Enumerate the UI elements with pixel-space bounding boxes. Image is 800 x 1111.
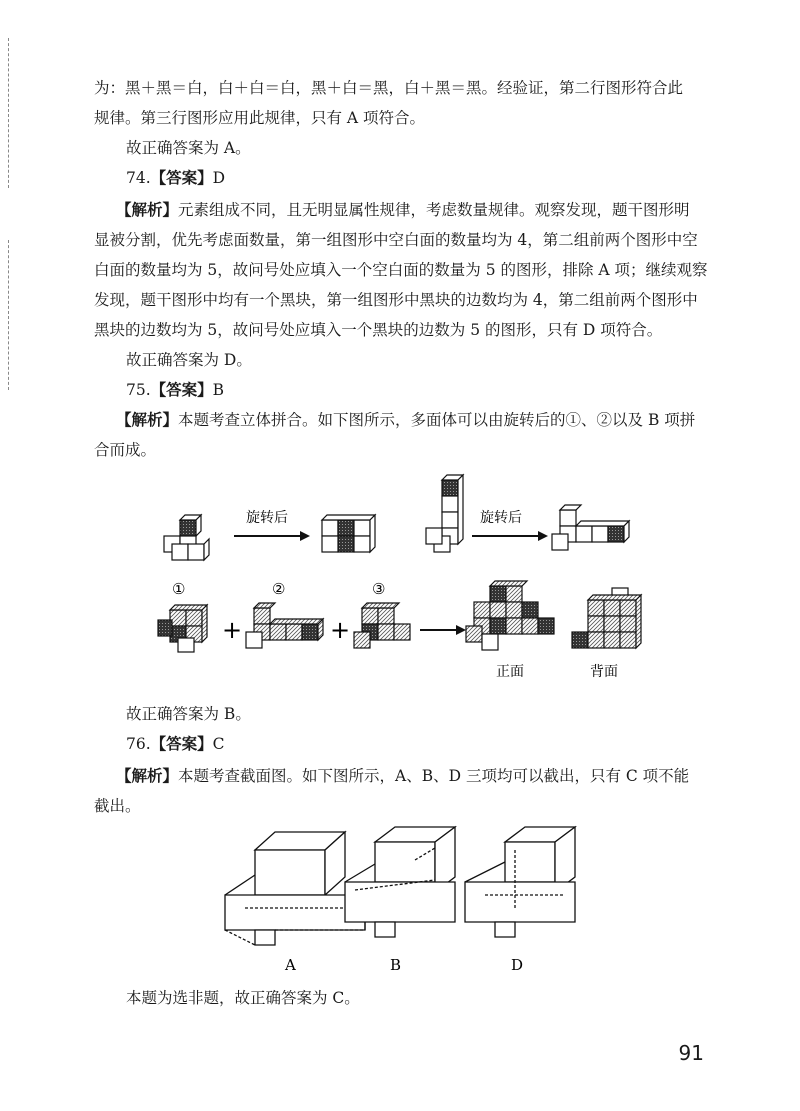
- arrow-head-icon: [300, 531, 310, 541]
- question-number: 75.: [126, 381, 151, 399]
- piece-1: [158, 605, 207, 652]
- analysis-line: [116, 766, 689, 786]
- answer-value: D: [212, 169, 226, 187]
- binding-margin-marks: [8, 240, 9, 390]
- analysis-label: 【解析】: [116, 200, 179, 219]
- answer-label: 【答案】: [150, 734, 213, 753]
- analysis-line: 显被分割，优先考虑面数量，第一组图形中空白面的数量均为 4，第二组前两个图形中空: [94, 231, 698, 249]
- answer-statement: 故正确答案为 D。: [126, 351, 252, 369]
- cube-cluster-rotated-2: [552, 505, 629, 550]
- analysis-line: 合而成。: [94, 441, 157, 459]
- paragraph-line: 规律。第三行图形应用此规律，只有 A 项符合。: [94, 109, 426, 127]
- analysis-line: 黑块的边数均为 5，故问号处应填入一个黑块的边数为 5 的图形，只有 D 项符合。: [94, 321, 663, 339]
- circle-label-2: ②: [272, 580, 286, 598]
- analysis-label: 【解析】: [116, 410, 179, 429]
- analysis-label: 【解析】: [116, 766, 179, 785]
- back-label: 背面: [590, 664, 618, 680]
- arrow-head-icon: [538, 531, 548, 541]
- analysis-line: 白面的数量均为 5，故问号处应填入一个空白面的数量为 5 的图形，排除 A 项；继续观察: [94, 261, 708, 279]
- page-number: 91: [678, 1041, 704, 1065]
- analysis-text: 本题考查立体拼合。如下图所示，多面体可以由旋转后的①、②以及 B 项拼: [178, 411, 696, 429]
- solid-b: [345, 827, 455, 937]
- plus-sign: +: [222, 616, 243, 644]
- solid-d: [465, 827, 575, 937]
- question-number: 76.: [126, 735, 151, 753]
- answer-statement: 本题为选非题，故正确答案为 C。: [126, 989, 360, 1007]
- cube-cluster-rotated-1: [322, 515, 375, 552]
- analysis-text: 本题考查截面图。如下图所示，A、B、D 三项均可以截出，只有 C 项不能: [178, 767, 690, 785]
- piece-2: [246, 603, 323, 648]
- cube-cluster-original-1: [164, 515, 209, 560]
- figure-cross-sections: [215, 820, 595, 980]
- answer-label: 【答案】: [150, 168, 213, 187]
- answer-value: C: [212, 735, 225, 753]
- circle-label-3: ③: [372, 580, 386, 598]
- answer-statement: 故正确答案为 A。: [126, 139, 251, 157]
- rotate-label: 旋转后: [246, 510, 288, 526]
- answer-statement: 故正确答案为 B。: [126, 705, 251, 723]
- answer-label: 【答案】: [150, 380, 213, 399]
- assembled-front: [466, 581, 554, 650]
- paragraph-line: 为：黑＋黑＝白，白＋白＝白，黑＋白＝黑，白＋黑＝黑。经验证，第二行图形符合此: [94, 79, 684, 97]
- option-label-a: A: [285, 956, 296, 974]
- circle-label-1: ①: [172, 580, 186, 598]
- analysis-line: [116, 410, 695, 430]
- piece-3: [354, 603, 410, 648]
- analysis-line: [116, 200, 690, 220]
- plus-sign: +: [330, 616, 351, 644]
- analysis-text: 元素组成不同，且无明显属性规律，考虑数量规律。观察发现，题干图形明: [178, 201, 690, 219]
- question-number: 74.: [126, 169, 151, 187]
- question-answer-header: [126, 380, 224, 400]
- analysis-line: 发现，题干图形中均有一个黑块，第一组图形中黑块的边数均为 4，第二组前两个图形中: [94, 291, 698, 309]
- option-label-d: D: [511, 956, 524, 974]
- binding-margin-marks: [8, 38, 9, 188]
- question-answer-header: [126, 734, 225, 754]
- front-label: 正面: [496, 664, 524, 680]
- question-answer-header: [126, 168, 225, 188]
- analysis-line: 截出。: [94, 797, 141, 815]
- cube-cluster-original-2: [426, 475, 463, 552]
- answer-value: B: [212, 381, 225, 399]
- arrow-head-icon: [456, 625, 466, 635]
- option-label-b: B: [390, 956, 402, 974]
- solid-a: [225, 832, 365, 945]
- assembled-back: [572, 588, 641, 648]
- figure-cube-assembly: [150, 470, 670, 680]
- rotate-label: 旋转后: [480, 510, 522, 526]
